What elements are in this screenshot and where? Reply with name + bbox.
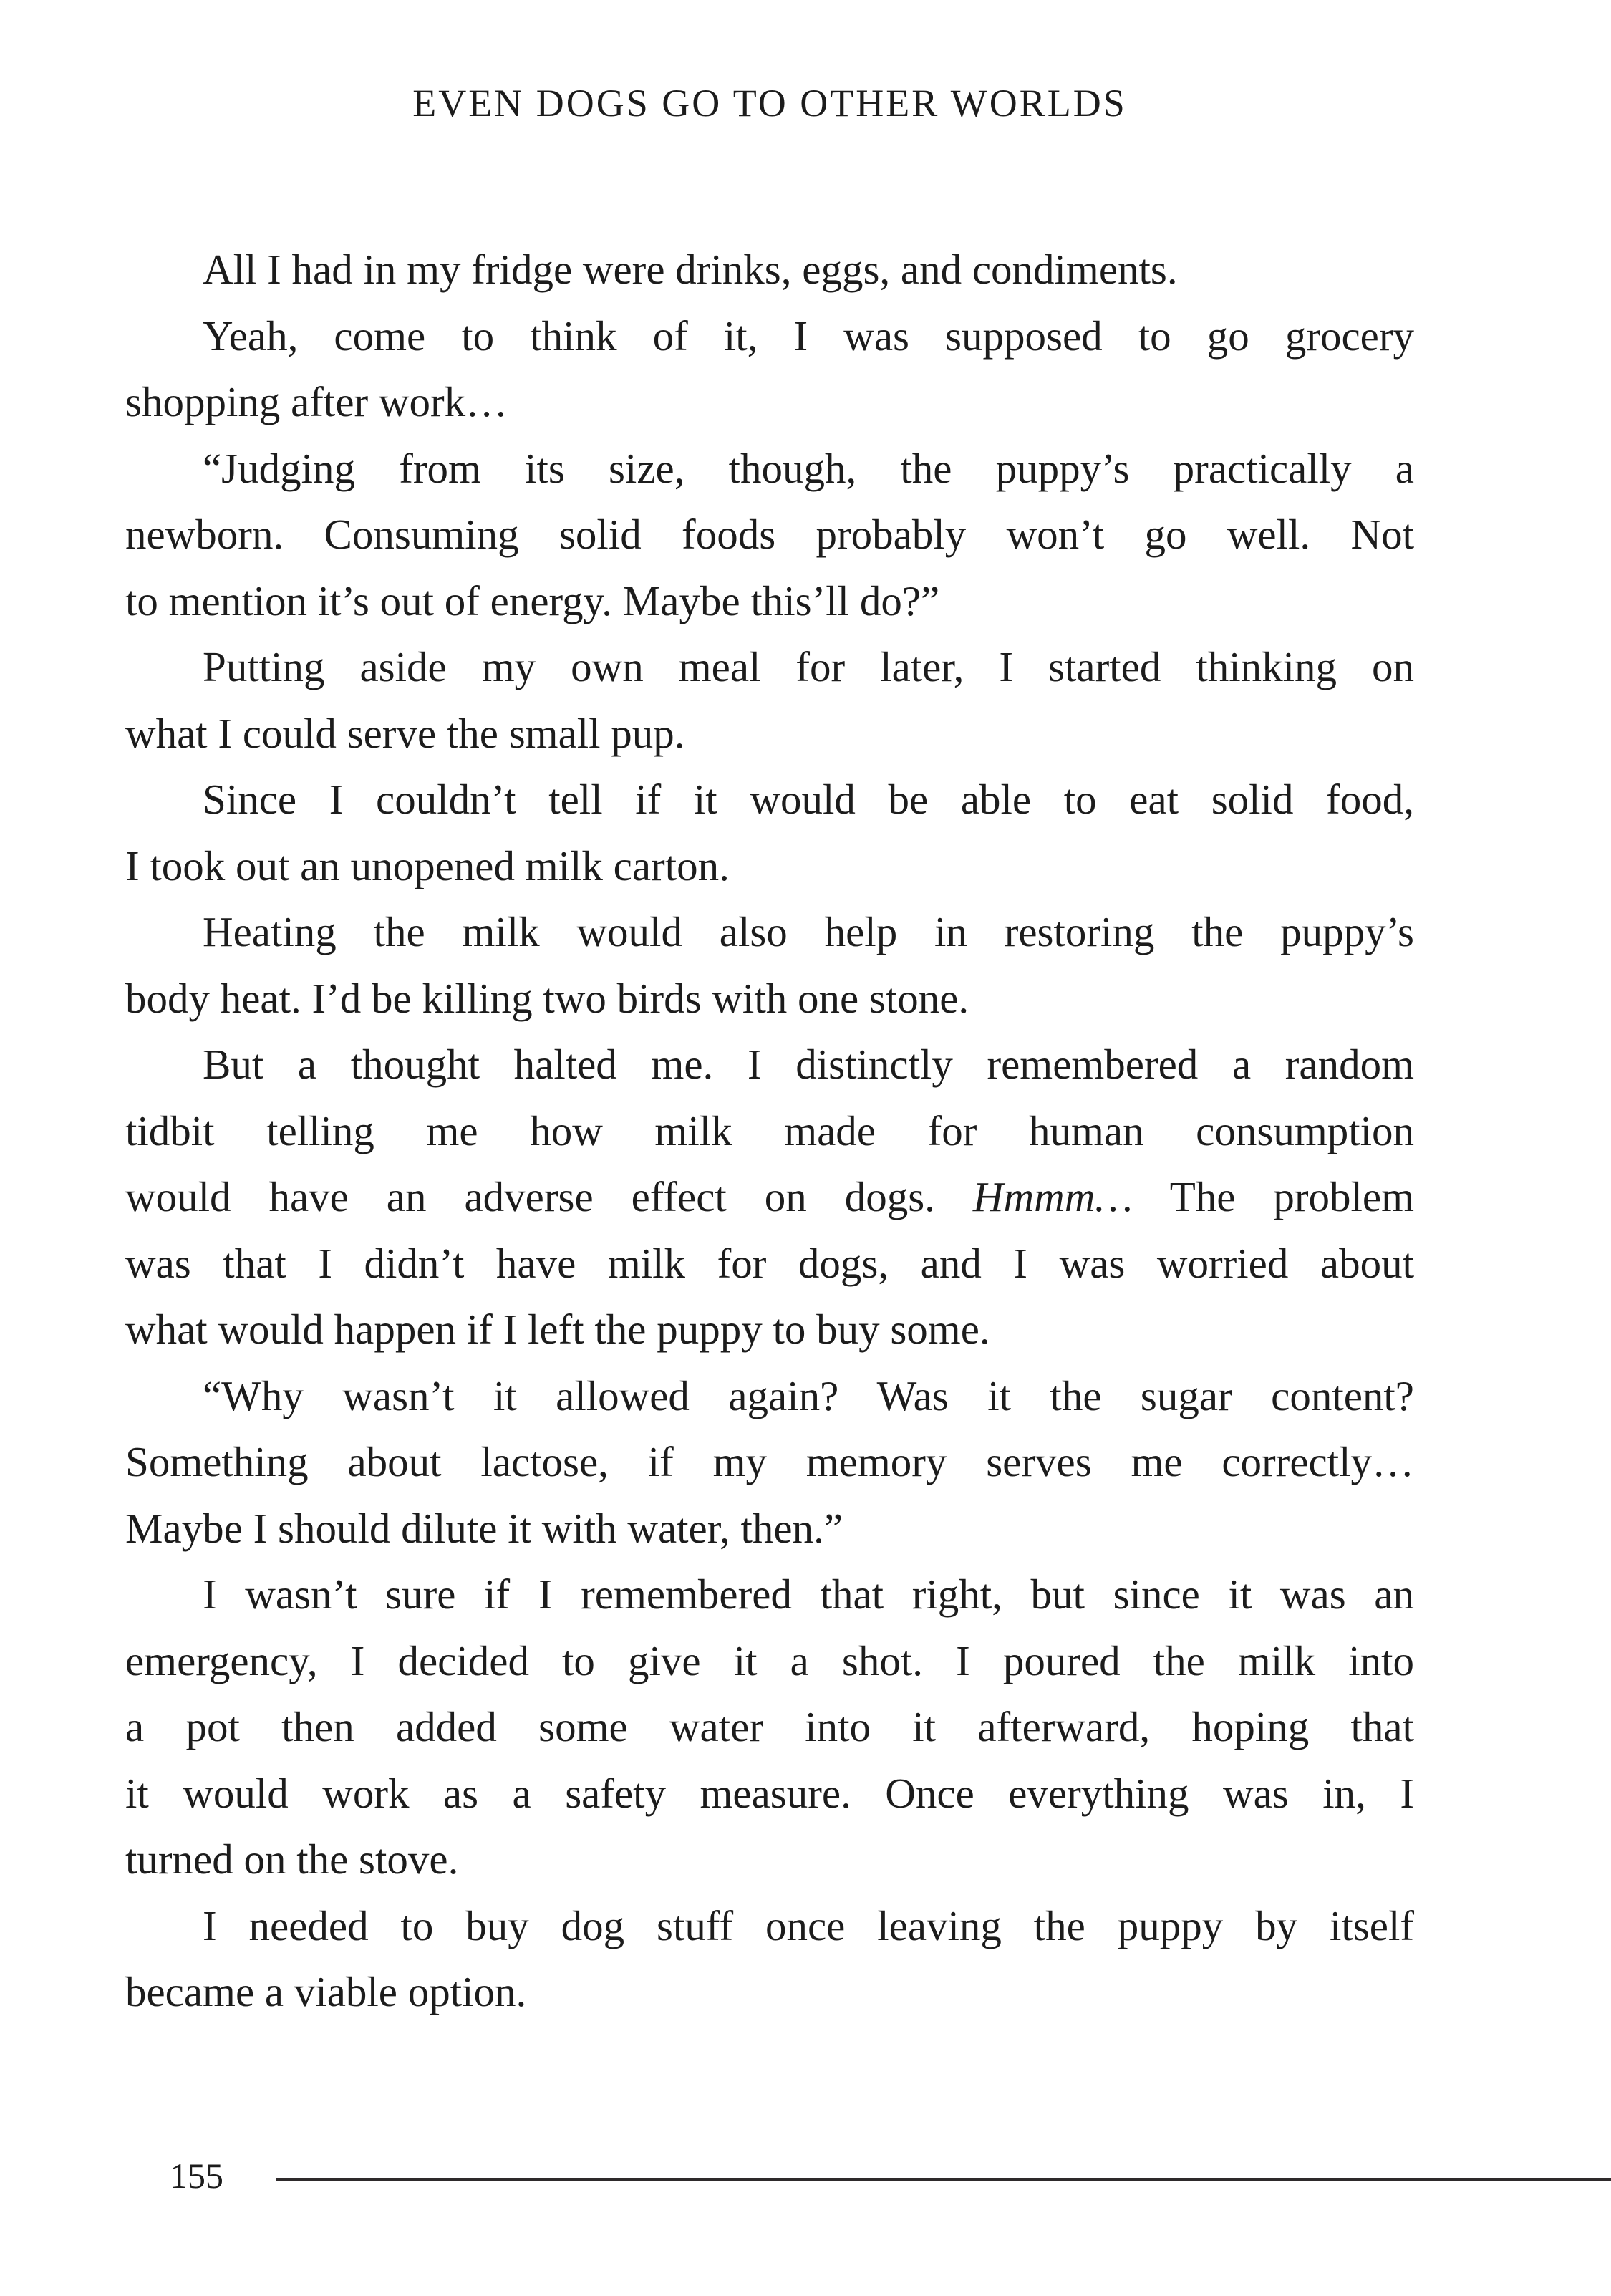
body-line: turned on the stove. bbox=[125, 1836, 459, 1883]
body-line: “Judging from its size, though, the puppy’s practically a bbox=[203, 444, 1414, 492]
body-line: I needed to buy dog stuff once leaving the puppy by itself bbox=[203, 1901, 1414, 1949]
body-line: body heat. I’d be killing two birds with one stone. bbox=[125, 974, 969, 1022]
chapter-title: EVEN DOGS GO TO OTHER WORLDS bbox=[412, 82, 1127, 125]
body-line: I took out an unopened milk carton. bbox=[125, 841, 730, 889]
body-line: newborn. Consuming solid foods probably won’t go well. Not bbox=[125, 511, 1414, 558]
body-line: All I had in my fridge were drinks, eggs, and condiments. bbox=[203, 246, 1178, 293]
body-line: Something about lactose, if my memory serves me correctly… bbox=[125, 1438, 1414, 1485]
body-line: a pot then added some water into it afterward, hoping that bbox=[125, 1703, 1414, 1750]
body-line: to mention it’s out of energy. Maybe this’ll do?” bbox=[125, 577, 940, 624]
body-line: would have an adverse effect on dogs. Hmmm… The problem bbox=[125, 1173, 1415, 1220]
body-line: Putting aside my own meal for later, I started thinking on bbox=[203, 643, 1414, 690]
body-line: I wasn’t sure if I remembered that right, but since it was an bbox=[203, 1571, 1414, 1618]
body-line: But a thought halted me. I distinctly remembered a random bbox=[203, 1041, 1414, 1088]
body-line: was that I didn’t have milk for dogs, and I was worried about bbox=[125, 1239, 1414, 1287]
body-line: it would work as a safety measure. Once everything was in, I bbox=[125, 1769, 1414, 1817]
body-line: “Why wasn’t it allowed again? Was it the sugar content? bbox=[203, 1371, 1414, 1419]
body-line: emergency, I decided to give it a shot. I poured the milk into bbox=[125, 1636, 1414, 1684]
body-line: what would happen if I left the puppy to buy some. bbox=[125, 1306, 990, 1353]
footer-rule bbox=[276, 2178, 1611, 2181]
body-text bbox=[125, 236, 1414, 2025]
body-line: became a viable option. bbox=[125, 1968, 527, 2015]
chapter-header bbox=[125, 82, 1414, 125]
body-line: Yeah, come to think of it, I was supposed to go grocery bbox=[203, 312, 1414, 360]
body-line: tidbit telling me how milk made for human consumption bbox=[125, 1106, 1414, 1154]
page-number: 155 bbox=[170, 2156, 223, 2196]
body-line: what I could serve the small pup. bbox=[125, 709, 685, 757]
body-line: Maybe I should dilute it with water, then.” bbox=[125, 1504, 843, 1552]
body-line: Heating the milk would also help in restoring the puppy’s bbox=[203, 908, 1414, 955]
body-line: Since I couldn’t tell if it would be able to eat solid food, bbox=[203, 776, 1414, 823]
body-line: shopping after work… bbox=[125, 378, 508, 425]
